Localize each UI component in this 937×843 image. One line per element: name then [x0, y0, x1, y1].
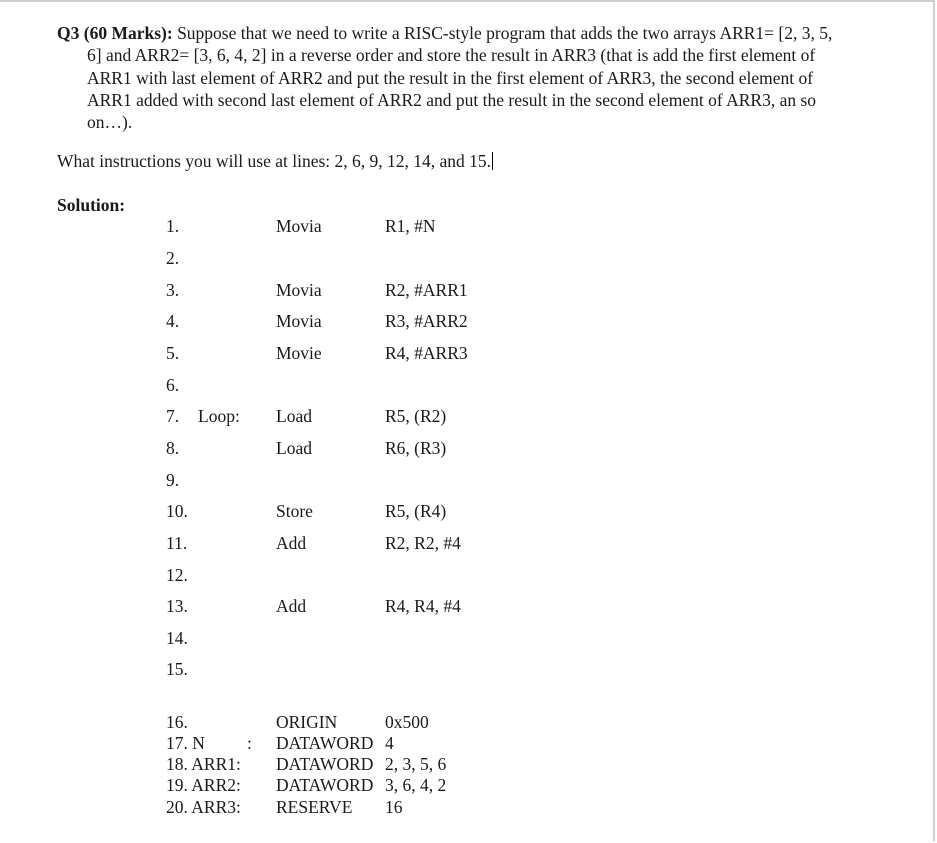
data-line	[0, 711, 937, 733]
data-line	[0, 796, 937, 818]
instruction-operands: R4, R4, #4	[385, 596, 461, 616]
line-number: 19. ARR2:	[166, 775, 241, 795]
instruction-opcode: RESERVE	[276, 797, 353, 817]
instruction-opcode: Store	[276, 501, 313, 521]
solution-heading: Solution:	[57, 195, 126, 215]
line-number: 13.	[166, 596, 188, 616]
instruction-opcode: DATAWORD	[276, 754, 374, 774]
code-line	[0, 658, 937, 680]
code-line	[0, 595, 937, 617]
line-number: 2.	[166, 248, 180, 268]
code-line	[0, 405, 937, 427]
data-line	[0, 753, 937, 775]
question-line: 6] and ARR2= [3, 6, 4, 2] in a reverse order and store the result in ARR3 (that is add the first element of	[87, 45, 816, 66]
line-number: 1.	[166, 216, 180, 236]
text-cursor	[492, 152, 493, 170]
line-number: 6.	[166, 375, 180, 395]
code-line	[0, 500, 937, 522]
code-line	[0, 342, 937, 364]
code-line	[0, 627, 937, 649]
instruction-opcode: Movia	[276, 311, 322, 331]
prompt-text: What instructions you will use at lines: 2, 6, 9, 12, 14, and 15.	[57, 151, 492, 171]
code-line	[0, 437, 937, 459]
instruction-opcode: DATAWORD	[276, 775, 374, 795]
question-line: ARR1 with last element of ARR2 and put the result in the first element of ARR3, the second element of	[87, 67, 814, 88]
line-number: 11.	[166, 533, 188, 553]
line-number: 4.	[166, 311, 180, 331]
line-number: 8.	[166, 438, 180, 458]
instruction-operands: R5, (R2)	[385, 406, 447, 426]
instruction-opcode: Movia	[276, 216, 322, 236]
instruction-operands: R3, #ARR2	[385, 311, 468, 331]
instruction-operands: R2, #ARR1	[385, 280, 468, 300]
instruction-prompt	[57, 150, 493, 172]
instruction-operands: R6, (R3)	[385, 438, 447, 458]
code-line	[0, 215, 937, 237]
instruction-opcode: Movia	[276, 280, 322, 300]
line-label: :	[247, 733, 252, 753]
line-number: 14.	[166, 628, 188, 648]
line-number: 5.	[166, 343, 180, 363]
question-line-text: Suppose that we need to write a RISC-style program that adds the two arrays ARR1= [2, 3, 5,	[177, 23, 833, 43]
data-line	[0, 732, 937, 754]
question-line: on…).	[87, 112, 133, 133]
instruction-operands: 3, 6, 4, 2	[385, 775, 447, 795]
line-number: 9.	[166, 470, 180, 490]
code-line	[0, 279, 937, 301]
code-line	[0, 564, 937, 586]
code-line	[0, 374, 937, 396]
line-number: 7.	[166, 406, 180, 426]
question-label: Q3 (60 Marks):	[57, 23, 173, 43]
question-line: ARR1 added with second last element of ARR2 and put the result in the second element of ARR3, an so	[87, 89, 817, 110]
instruction-operands: R2, R2, #4	[385, 533, 461, 553]
instruction-opcode: Load	[276, 438, 312, 458]
instruction-operands: 2, 3, 5, 6	[385, 754, 447, 774]
code-line	[0, 532, 937, 554]
instruction-operands: 0x500	[385, 712, 429, 732]
instruction-opcode: Add	[276, 533, 307, 553]
code-line	[0, 469, 937, 491]
instruction-opcode: ORIGIN	[276, 712, 338, 732]
instruction-opcode: Load	[276, 406, 312, 426]
line-number: 15.	[166, 659, 188, 679]
line-number: 12.	[166, 565, 188, 585]
line-number: 16.	[166, 712, 188, 732]
instruction-opcode: Movie	[276, 343, 322, 363]
question-text	[57, 22, 897, 133]
instruction-operands: R5, (R4)	[385, 501, 447, 521]
instruction-opcode: DATAWORD	[276, 733, 374, 753]
line-number: 18. ARR1:	[166, 754, 241, 774]
line-label: Loop:	[198, 406, 240, 426]
data-line	[0, 774, 937, 796]
instruction-opcode: Add	[276, 596, 307, 616]
question-line	[57, 22, 897, 44]
instruction-operands: 4	[385, 733, 394, 753]
instruction-operands: R4, #ARR3	[385, 343, 468, 363]
line-number: 10.	[166, 501, 188, 521]
instruction-operands: 16	[385, 797, 403, 817]
code-line	[0, 310, 937, 332]
line-number: 17. N	[166, 733, 205, 753]
instruction-operands: R1, #N	[385, 216, 436, 236]
line-number: 20. ARR3:	[166, 797, 241, 817]
code-line	[0, 247, 937, 269]
line-number: 3.	[166, 280, 180, 300]
